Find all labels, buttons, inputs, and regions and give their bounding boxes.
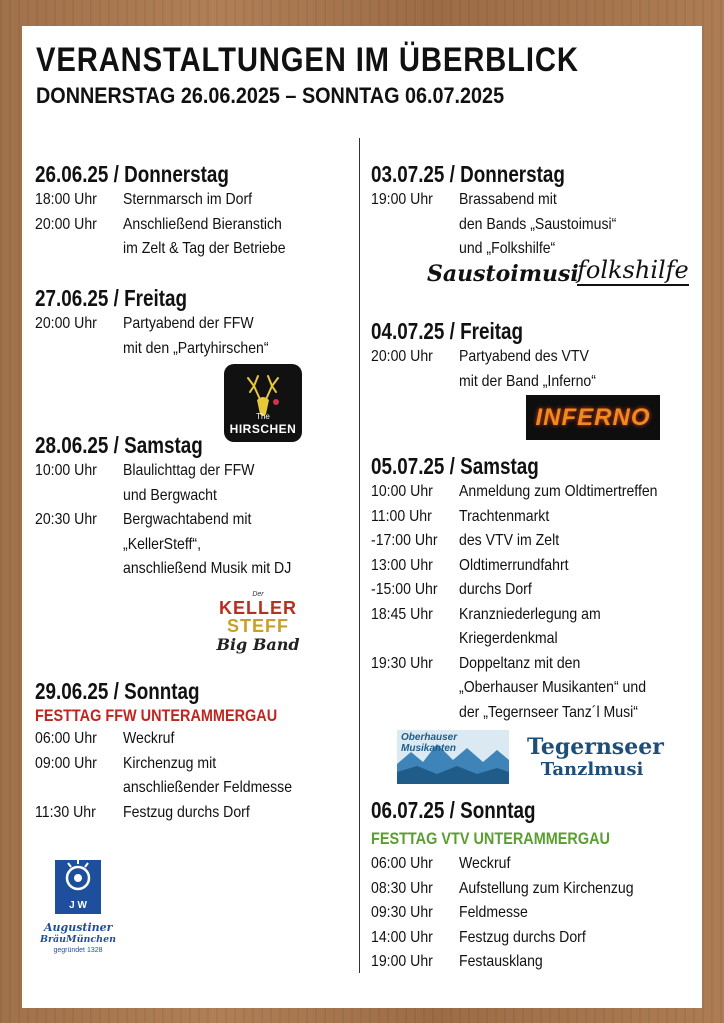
event-desc: Partyabend der FFW mit den „Partyhirschen“ xyxy=(123,315,269,357)
kellersteff-logo xyxy=(208,591,308,657)
event-row xyxy=(35,801,365,826)
day-heading: 03.07.25 / Donnerstag xyxy=(371,161,565,187)
event-time: -15:00 Uhr xyxy=(371,581,438,598)
event-time: 13:00 Uhr xyxy=(371,556,433,574)
kellersteff-line1: KELLER xyxy=(219,598,297,618)
event-desc: Anschließend Bieranstich im Zelt & Tag der Betriebe xyxy=(123,215,286,257)
event-desc: Anmeldung zum Oldtimertreffen xyxy=(459,483,658,500)
event-row xyxy=(371,603,701,652)
event-row xyxy=(371,901,701,926)
day-block-0704 xyxy=(371,317,701,394)
day-block-0627 xyxy=(35,284,365,361)
event-desc: Kirchenzug mit anschließender Feldmesse xyxy=(123,754,293,796)
event-row xyxy=(35,459,365,508)
event-time: 19:00 Uhr xyxy=(371,953,433,970)
date-range: DONNERSTAG 26.06.2025 – SONNTAG 06.07.2025 xyxy=(36,83,505,108)
event-time: 09:30 Uhr xyxy=(371,904,433,921)
event-time: 19:30 Uhr xyxy=(371,654,433,672)
festtag-label: FESTTAG VTV UNTERAMMERGAU xyxy=(371,829,610,848)
inferno-text: INFERNO xyxy=(535,404,651,431)
event-time: 11:30 Uhr xyxy=(35,803,96,821)
event-desc: Weckruf xyxy=(459,855,511,872)
day-block-0626 xyxy=(35,160,365,262)
augustiner-line3: gegründet 1328 xyxy=(53,947,103,954)
event-row xyxy=(371,852,701,877)
tegernseer-line1: Tegernseer xyxy=(527,734,664,760)
day-block-0706 xyxy=(371,796,701,975)
event-desc: Doppeltanz mit den „Oberhauser Musikanten“ und der „Tegernseer Tanz´l Musi“ xyxy=(459,654,647,721)
event-time: 19:00 Uhr xyxy=(371,191,433,208)
event-desc: Trachtenmarkt xyxy=(459,507,550,525)
event-row xyxy=(371,950,701,975)
day-heading: 04.07.25 / Freitag xyxy=(371,318,524,344)
event-time: 20:00 Uhr xyxy=(35,315,97,332)
event-time: 06:00 Uhr xyxy=(35,730,97,747)
tegernseer-line2: Tanzlmusi xyxy=(540,759,644,780)
event-time: 06:00 Uhr xyxy=(371,855,433,872)
event-row xyxy=(371,877,701,902)
day-heading: 06.07.25 / Sonntag xyxy=(371,797,536,823)
saustoimusi-logo: Saustoimusi xyxy=(427,261,579,287)
event-desc: des VTV im Zelt xyxy=(459,532,560,549)
inferno-logo xyxy=(526,395,660,440)
event-row xyxy=(35,312,365,361)
day-block-0628 xyxy=(35,431,365,582)
hirschen-small: The xyxy=(256,412,270,421)
day-heading: 27.06.25 / Freitag xyxy=(35,285,188,311)
augustiner-mono: J W xyxy=(69,900,87,911)
event-row xyxy=(371,554,701,579)
folkshilfe-logo: folkshilfe xyxy=(577,256,689,284)
page-title: VERANSTALTUNGEN IM ÜBERBLICK xyxy=(36,41,579,79)
augustiner-logo xyxy=(39,858,117,970)
event-row xyxy=(371,505,701,530)
event-time: -17:00 Uhr xyxy=(371,532,438,549)
event-desc: Kranzniederlegung am Kriegerdenkmal xyxy=(459,605,601,647)
event-row xyxy=(35,727,365,752)
event-desc: durchs Dorf xyxy=(459,581,532,598)
kellersteff-line3: Big Band xyxy=(216,635,300,654)
poster-header xyxy=(36,40,692,110)
oberhauser-text: Oberhauser Musikanten xyxy=(401,732,458,754)
event-desc: Festzug durchs Dorf xyxy=(123,803,250,821)
event-desc: Partyabend des VTV mit der Band „Inferno“ xyxy=(459,348,596,390)
event-row xyxy=(35,213,365,262)
kellersteff-small: Der xyxy=(252,591,264,598)
event-desc: Weckruf xyxy=(123,730,175,747)
hirschen-name: HIRSCHEN xyxy=(229,422,297,436)
augustiner-line2: BräuMünchen xyxy=(39,934,117,945)
event-desc: Brassabend mit den Bands „Saustoimusi“ und „Folkshilfe“ xyxy=(459,191,617,257)
day-block-0629 xyxy=(35,677,365,825)
event-time: 10:00 Uhr xyxy=(371,483,433,500)
day-block-0703 xyxy=(371,160,701,262)
event-row xyxy=(371,529,701,554)
augustiner-line1: Augustiner xyxy=(44,921,113,934)
event-row xyxy=(371,652,701,726)
event-row xyxy=(371,480,701,505)
day-heading: 26.06.25 / Donnerstag xyxy=(35,161,229,187)
festtag-label: FESTTAG FFW UNTERAMMERGAU xyxy=(35,706,278,725)
event-desc: Blaulichttag der FFW und Bergwacht xyxy=(123,462,255,504)
event-row xyxy=(35,188,365,213)
event-desc: Sternmarsch im Dorf xyxy=(123,191,253,208)
event-desc: Festzug durchs Dorf xyxy=(459,928,586,946)
event-time: 10:00 Uhr xyxy=(35,462,97,479)
day-heading: 28.06.25 / Samstag xyxy=(35,432,203,458)
event-time: 09:00 Uhr xyxy=(35,754,97,772)
event-time: 18:00 Uhr xyxy=(35,191,97,208)
event-row xyxy=(371,188,701,262)
event-desc: Festausklang xyxy=(459,953,543,970)
event-desc: Oldtimerrundfahrt xyxy=(459,556,569,574)
event-time: 08:30 Uhr xyxy=(371,879,433,897)
event-poster xyxy=(22,26,702,1008)
event-desc: Bergwachtabend mit „KellerSteff“, anschließend Musik mit DJ xyxy=(123,511,292,577)
oberhauser-logo xyxy=(397,730,509,784)
event-time: 20:30 Uhr xyxy=(35,511,97,528)
event-row xyxy=(35,508,365,582)
event-row xyxy=(371,578,701,603)
event-desc: Aufstellung zum Kirchenzug xyxy=(459,879,634,897)
event-row xyxy=(371,926,701,951)
event-time: 14:00 Uhr xyxy=(371,928,433,946)
kellersteff-line2: STEFF xyxy=(227,616,289,636)
event-time: 18:45 Uhr xyxy=(371,605,433,623)
event-time: 20:00 Uhr xyxy=(371,348,433,365)
day-block-0705 xyxy=(371,452,701,725)
tegernseer-logo xyxy=(527,734,664,781)
event-time: 11:00 Uhr xyxy=(371,507,432,525)
day-heading: 05.07.25 / Samstag xyxy=(371,453,539,479)
event-row xyxy=(35,752,365,801)
event-row xyxy=(371,345,701,394)
event-desc: Feldmesse xyxy=(459,904,528,921)
day-heading: 29.06.25 / Sonntag xyxy=(35,678,200,704)
event-time: 20:00 Uhr xyxy=(35,215,97,233)
